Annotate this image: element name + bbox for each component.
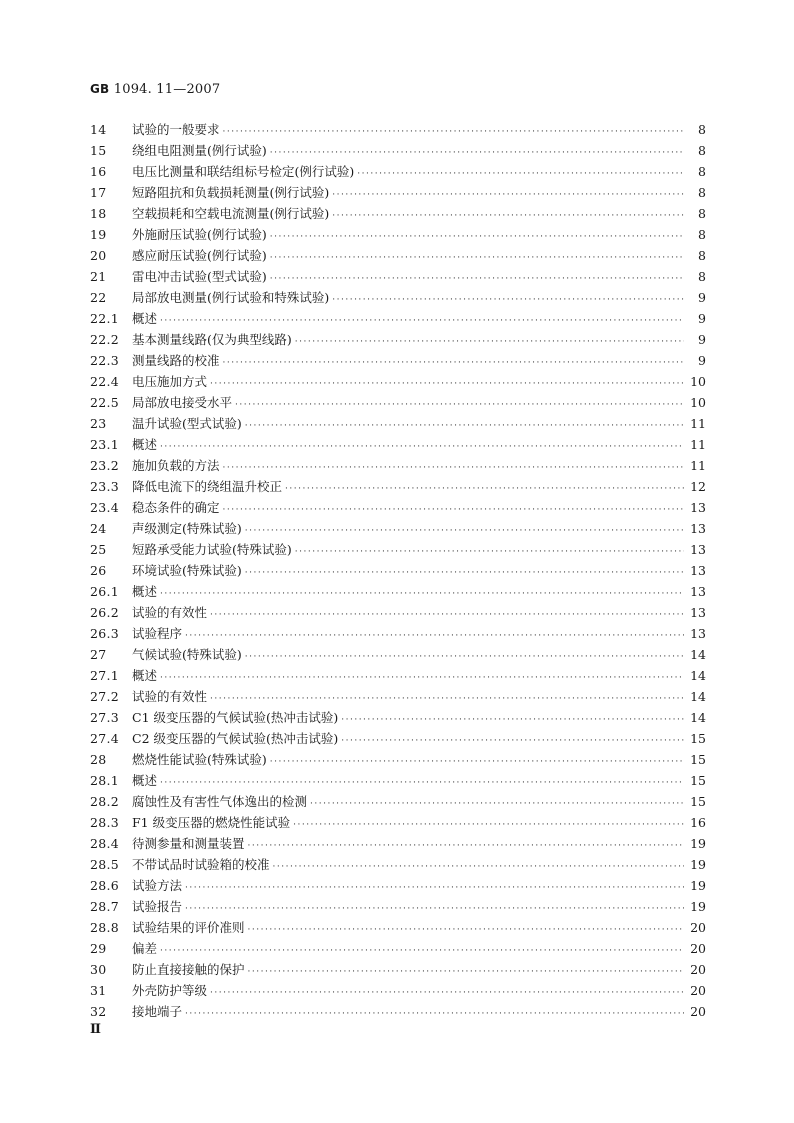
- toc-entry-page: 15: [690, 731, 706, 746]
- toc-entry[interactable]: [90, 770, 706, 791]
- toc-entry[interactable]: [90, 308, 706, 329]
- toc-entry-page: 19: [690, 899, 706, 914]
- toc-leader-dots: [248, 836, 684, 857]
- toc-leader-dots: [332, 290, 684, 311]
- toc-entry[interactable]: [90, 749, 706, 770]
- toc-entry-title: 偏差: [132, 941, 158, 956]
- toc-entry-page: 8: [698, 122, 706, 137]
- toc-leader-dots: [185, 878, 684, 899]
- toc-entry-number: 27.4: [90, 731, 120, 746]
- toc-entry-number: 22.1: [90, 311, 120, 326]
- toc-entry[interactable]: [90, 413, 706, 434]
- toc-entry-title: 外壳防护等级: [132, 983, 208, 998]
- toc-entry[interactable]: [90, 728, 706, 749]
- toc-entry[interactable]: [90, 812, 706, 833]
- toc-leader-dots: [210, 983, 684, 1004]
- toc-entry-title: 试验方法: [132, 878, 183, 893]
- toc-entry-page: 19: [690, 836, 706, 851]
- toc-entry-number: 27: [90, 647, 107, 662]
- toc-leader-dots: [295, 332, 684, 353]
- toc-entry[interactable]: [90, 329, 706, 350]
- toc-entry-page: 15: [690, 773, 706, 788]
- toc-entry-number: 30: [90, 962, 107, 977]
- toc-entry-number: 17: [90, 185, 107, 200]
- toc-leader-dots: [245, 563, 684, 584]
- toc-entry-number: 27.1: [90, 668, 120, 683]
- toc-entry-title: 气候试验(特殊试验): [132, 647, 242, 662]
- toc-entry-number: 27.3: [90, 710, 120, 725]
- standard-prefix: GB: [90, 82, 110, 96]
- toc-entry-title: 概述: [132, 773, 158, 788]
- toc-entry-page: 13: [690, 563, 706, 578]
- toc-entry-number: 15: [90, 143, 107, 158]
- toc-entry[interactable]: [90, 182, 706, 203]
- toc-entry[interactable]: [90, 791, 706, 812]
- toc-entry-number: 28.1: [90, 773, 120, 788]
- toc-entry[interactable]: [90, 392, 706, 413]
- toc-entry-number: 23.4: [90, 500, 120, 515]
- toc-entry-title: 试验的有效性: [132, 605, 208, 620]
- toc-entry-page: 9: [698, 353, 706, 368]
- toc-entry-number: 28.3: [90, 815, 120, 830]
- toc-entry-number: 26.3: [90, 626, 120, 641]
- toc-leader-dots: [185, 1004, 684, 1025]
- toc-entry-title: 概述: [132, 311, 158, 326]
- toc-leader-dots: [160, 584, 684, 605]
- page-number: Ⅱ: [90, 1022, 101, 1037]
- toc-entry-number: 28.8: [90, 920, 120, 935]
- toc-entry-title: 腐蚀性及有害性气体逸出的检测: [132, 794, 308, 809]
- toc-entry-number: 26.2: [90, 605, 120, 620]
- toc-entry-title: 环境试验(特殊试验): [132, 563, 242, 578]
- toc-entry-title: 局部放电测量(例行试验和特殊试验): [132, 290, 330, 305]
- toc-entry-title: 电压施加方式: [132, 374, 208, 389]
- toc-entry[interactable]: [90, 665, 706, 686]
- toc-leader-dots: [223, 353, 684, 374]
- toc-entry[interactable]: [90, 245, 706, 266]
- toc-leader-dots: [295, 542, 684, 563]
- toc-entry-title: 电压比测量和联结组标号检定(例行试验): [132, 164, 355, 179]
- toc-entry[interactable]: [90, 224, 706, 245]
- toc-leader-dots: [332, 206, 684, 227]
- toc-entry-number: 28: [90, 752, 107, 767]
- toc-leader-dots: [293, 815, 684, 836]
- toc-entry-number: 22.5: [90, 395, 120, 410]
- toc-entry-number: 23.1: [90, 437, 120, 452]
- toc-entry[interactable]: [90, 1001, 706, 1022]
- toc-entry[interactable]: [90, 581, 706, 602]
- toc-entry-title: 待测参量和测量装置: [132, 836, 245, 851]
- toc-entry-number: 29: [90, 941, 107, 956]
- toc-entry-title: 概述: [132, 584, 158, 599]
- toc-entry-title: 接地端子: [132, 1004, 183, 1019]
- toc-entry-page: 10: [690, 395, 706, 410]
- document-header: [90, 82, 220, 97]
- toc-entry-page: 8: [698, 143, 706, 158]
- toc-entry-number: 28.4: [90, 836, 120, 851]
- toc-leader-dots: [285, 479, 684, 500]
- toc-leader-dots: [245, 647, 684, 668]
- toc-entry-number: 18: [90, 206, 107, 221]
- toc-leader-dots: [223, 122, 684, 143]
- toc-entry-number: 27.2: [90, 689, 120, 704]
- toc-entry-page: 15: [690, 794, 706, 809]
- toc-leader-dots: [341, 731, 684, 752]
- toc-entry-page: 20: [690, 1004, 706, 1019]
- toc-entry[interactable]: [90, 623, 706, 644]
- toc-entry-number: 26.1: [90, 584, 120, 599]
- toc-entry[interactable]: [90, 455, 706, 476]
- toc-entry-page: 9: [698, 290, 706, 305]
- toc-entry[interactable]: [90, 497, 706, 518]
- toc-entry-page: 14: [690, 689, 706, 704]
- toc-leader-dots: [332, 185, 684, 206]
- toc-entry[interactable]: [90, 833, 706, 854]
- toc-entry-number: 23.2: [90, 458, 120, 473]
- toc-entry[interactable]: [90, 140, 706, 161]
- toc-entry-title: 绕组电阻测量(例行试验): [132, 143, 267, 158]
- toc-entry-page: 8: [698, 227, 706, 242]
- toc-entry-title: 外施耐压试验(例行试验): [132, 227, 267, 242]
- toc-entry-number: 20: [90, 248, 107, 263]
- toc-entry-page: 8: [698, 269, 706, 284]
- toc-entry[interactable]: [90, 518, 706, 539]
- toc-leader-dots: [270, 269, 684, 290]
- toc-entry-page: 19: [690, 857, 706, 872]
- toc-entry[interactable]: [90, 854, 706, 875]
- toc-entry-page: 11: [690, 458, 706, 473]
- toc-entry-number: 28.7: [90, 899, 120, 914]
- toc-entry-page: 14: [690, 710, 706, 725]
- toc-leader-dots: [223, 500, 684, 521]
- toc-entry-number: 23: [90, 416, 107, 431]
- toc-leader-dots: [245, 416, 684, 437]
- toc-entry[interactable]: [90, 560, 706, 581]
- toc-leader-dots: [245, 521, 684, 542]
- toc-leader-dots: [160, 437, 684, 458]
- toc-entry-number: 28.5: [90, 857, 120, 872]
- toc-entry[interactable]: [90, 434, 706, 455]
- toc-entry-title: 感应耐压试验(例行试验): [132, 248, 267, 263]
- toc-entry-title: 燃烧性能试验(特殊试验): [132, 752, 267, 767]
- toc-entry-title: 试验程序: [132, 626, 183, 641]
- toc-leader-dots: [270, 227, 684, 248]
- toc-entry-number: 22.3: [90, 353, 120, 368]
- toc-entry-title: 施加负载的方法: [132, 458, 220, 473]
- toc-entry-title: 概述: [132, 437, 158, 452]
- toc-entry-number: 19: [90, 227, 107, 242]
- toc-leader-dots: [235, 395, 684, 416]
- toc-leader-dots: [185, 899, 684, 920]
- toc-entry-page: 9: [698, 311, 706, 326]
- toc-entry-number: 32: [90, 1004, 107, 1019]
- toc-leader-dots: [357, 164, 684, 185]
- toc-entry-page: 14: [690, 668, 706, 683]
- toc-entry-page: 20: [690, 983, 706, 998]
- toc-entry-title: 稳态条件的确定: [132, 500, 220, 515]
- toc-entry-title: 概述: [132, 668, 158, 683]
- toc-entry-page: 13: [690, 521, 706, 536]
- toc-entry-title: 试验的有效性: [132, 689, 208, 704]
- toc-entry[interactable]: [90, 938, 706, 959]
- toc-entry-page: 20: [690, 941, 706, 956]
- toc-entry[interactable]: [90, 602, 706, 623]
- toc-entry-number: 22.4: [90, 374, 120, 389]
- toc-entry-page: 10: [690, 374, 706, 389]
- toc-entry-title: 试验的一般要求: [132, 122, 220, 137]
- toc-entry-title: 空载损耗和空载电流测量(例行试验): [132, 206, 330, 221]
- toc-leader-dots: [185, 626, 684, 647]
- toc-entry-page: 8: [698, 206, 706, 221]
- table-of-contents: [90, 119, 706, 1022]
- toc-entry-number: 23.3: [90, 479, 120, 494]
- toc-entry-title: 降低电流下的绕组温升校正: [132, 479, 283, 494]
- toc-entry-page: 13: [690, 626, 706, 641]
- toc-entry-page: 20: [690, 920, 706, 935]
- toc-entry[interactable]: [90, 119, 706, 140]
- toc-entry-title: 试验结果的评价准则: [132, 920, 245, 935]
- toc-entry-page: 19: [690, 878, 706, 893]
- toc-entry[interactable]: [90, 707, 706, 728]
- toc-entry-number: 22.2: [90, 332, 120, 347]
- toc-entry-title: 基本测量线路(仅为典型线路): [132, 332, 292, 347]
- toc-entry[interactable]: [90, 203, 706, 224]
- toc-entry-number: 14: [90, 122, 107, 137]
- toc-entry[interactable]: [90, 644, 706, 665]
- toc-entry-title: C1 级变压器的气候试验(热冲击试验): [132, 710, 339, 725]
- toc-entry-page: 12: [690, 479, 706, 494]
- toc-entry[interactable]: [90, 539, 706, 560]
- toc-entry[interactable]: [90, 959, 706, 980]
- toc-entry-title: 温升试验(型式试验): [132, 416, 242, 431]
- toc-entry-title: 短路承受能力试验(特殊试验): [132, 542, 292, 557]
- toc-entry-title: 短路阻抗和负载损耗测量(例行试验): [132, 185, 330, 200]
- toc-entry-page: 13: [690, 584, 706, 599]
- toc-leader-dots: [248, 920, 684, 941]
- toc-entry-page: 15: [690, 752, 706, 767]
- toc-entry-title: C2 级变压器的气候试验(热冲击试验): [132, 731, 339, 746]
- toc-entry-page: 14: [690, 647, 706, 662]
- toc-entry-number: 31: [90, 983, 107, 998]
- toc-entry-page: 8: [698, 185, 706, 200]
- toc-entry[interactable]: [90, 476, 706, 497]
- toc-leader-dots: [270, 752, 684, 773]
- toc-entry-number: 21: [90, 269, 107, 284]
- toc-leader-dots: [248, 962, 684, 983]
- toc-entry[interactable]: [90, 917, 706, 938]
- toc-entry-page: 9: [698, 332, 706, 347]
- toc-entry-title: 测量线路的校准: [132, 353, 220, 368]
- toc-leader-dots: [273, 857, 684, 878]
- toc-entry-number: 25: [90, 542, 107, 557]
- toc-entry-page: 16: [690, 815, 706, 830]
- toc-entry[interactable]: [90, 875, 706, 896]
- toc-leader-dots: [210, 605, 684, 626]
- toc-entry[interactable]: [90, 161, 706, 182]
- toc-entry-number: 16: [90, 164, 107, 179]
- toc-entry-page: 13: [690, 542, 706, 557]
- toc-entry-title: F1 级变压器的燃烧性能试验: [132, 815, 291, 830]
- toc-leader-dots: [210, 374, 684, 395]
- toc-leader-dots: [310, 794, 684, 815]
- toc-entry-page: 8: [698, 164, 706, 179]
- toc-entry[interactable]: [90, 686, 706, 707]
- toc-entry[interactable]: [90, 896, 706, 917]
- toc-entry-title: 防止直接接触的保护: [132, 962, 245, 977]
- toc-entry[interactable]: [90, 350, 706, 371]
- toc-entry-page: 13: [690, 605, 706, 620]
- toc-entry-page: 11: [690, 416, 706, 431]
- toc-entry-title: 不带试品时试验箱的校准: [132, 857, 270, 872]
- toc-entry-page: 13: [690, 500, 706, 515]
- toc-entry-number: 24: [90, 521, 107, 536]
- toc-entry-title: 试验报告: [132, 899, 183, 914]
- toc-entry-page: 20: [690, 962, 706, 977]
- toc-leader-dots: [160, 668, 684, 689]
- toc-entry-title: 声级测定(特殊试验): [132, 521, 242, 536]
- toc-entry[interactable]: [90, 287, 706, 308]
- toc-leader-dots: [341, 710, 684, 731]
- toc-entry-number: 28.2: [90, 794, 120, 809]
- toc-leader-dots: [223, 458, 684, 479]
- toc-leader-dots: [270, 248, 684, 269]
- toc-entry-number: 28.6: [90, 878, 120, 893]
- toc-entry[interactable]: [90, 266, 706, 287]
- toc-entry-title: 雷电冲击试验(型式试验): [132, 269, 267, 284]
- standard-code: 1094. 11—2007: [113, 82, 221, 97]
- toc-entry[interactable]: [90, 371, 706, 392]
- toc-entry-page: 11: [690, 437, 706, 452]
- toc-entry[interactable]: [90, 980, 706, 1001]
- toc-entry-page: 8: [698, 248, 706, 263]
- toc-entry-title: 局部放电接受水平: [132, 395, 233, 410]
- toc-entry-number: 22: [90, 290, 107, 305]
- toc-entry-number: 26: [90, 563, 107, 578]
